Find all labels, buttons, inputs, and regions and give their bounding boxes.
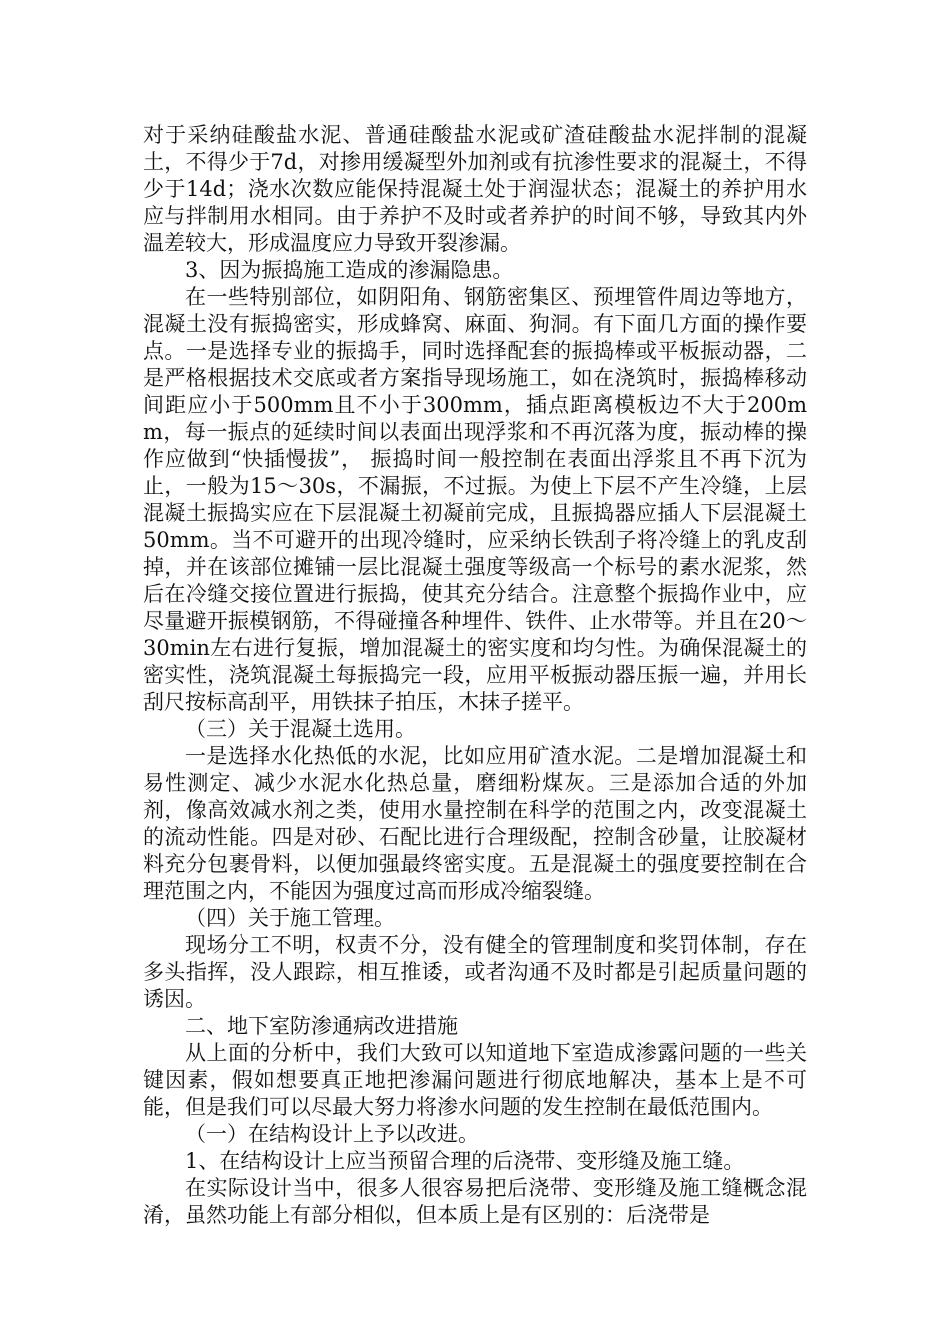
paragraph-improvement-intro: 从上面的分析中，我们大致可以知道地下室造成渗露问题的一些关键因素，假如想要真正地把渗漏问题进行彻底地解决，基本上是不可能，但是我们可以尽最大努力将渗水问题的发生控制在最低范围内。 xyxy=(143,1041,807,1119)
document-body xyxy=(143,122,807,1229)
paragraph-concrete-selection: 一是选择水化热低的水泥，比如应用矿渣水泥。二是增加混凝土和易性测定、减少水泥水化热总量，磨细粉煤灰。三是添加合适的外加剂，像高效减水剂之类，使用水量控制在科学的范围之内，改变混凝土的流动性能。四是对砂、石配比进行合理级配，控制含砂量，让胶凝材料充分包裹骨料，以便加强最终密实度。五是混凝土的强度要控制在合理范围之内，不能因为强度过高而形成冷缩裂缝。 xyxy=(143,744,807,903)
paragraph-joints-concepts: 在实际设计当中，很多人很容易把后浇带、变形缝及施工缝概念混淆，虽然功能上有部分相似，但本质上是有区别的：后浇带是 xyxy=(143,1176,807,1227)
heading-improvement-measures: 二、地下室防渗通病改进措施 xyxy=(185,1014,458,1038)
heading-structural-design: （一）在结构设计上予以改进。 xyxy=(185,1122,479,1146)
paragraph-curing-continued: 对于采纳硅酸盐水泥、普通硅酸盐水泥或矿渣硅酸盐水泥拌制的混凝土，不得少于7d，对掺用缓凝型外加剂或有抗渗性要求的混凝土，不得少于14d；浇水次数应能保持混凝土处于润湿状态；混凝土的养护用水应与拌制用水相同。由于养护不及时或者养护的时间不够，导致其内外温差较大，形成温度应力导致开裂渗漏。 xyxy=(143,123,807,255)
paragraph-vibration-points: 在一些特别部位，如阴阳角、钢筋密集区、预埋管件周边等地方，混凝土没有振捣密实，形成蜂窝、麻面、狗洞。有下面几方面的操作要点。一是选择专业的振捣手，同时选择配套的振捣棒或平板振动器，二是严格根据技术交底或者方案指导现场施工，如在浇筑时，振捣棒移动间距应小于500mm且不小于300mm，插点距离模板边不大于200mm，每一振点的延续时间以表面出现浮浆和不再沉落为度，振动棒的操作应做到“快插慢拔”， 振捣时间一般控制在表面出浮浆且不再下沉为止，一般为15～30s，不漏振，不过振。为使上下层不产生冷缝，上层混凝土振捣实应在下层混凝土初凝前完成，且振捣器应插人下层混凝土50mm。当不可避开的出现冷缝时，应采纳长铁刮子将冷缝上的乳皮刮掉，并在该部位摊铺一层比混凝土强度等级高一个标号的素水泥浆，然后在冷缝交接位置进行振捣，使其充分结合。注意整个振捣作业中，应尽量避开振模钢筋，不得碰撞各种埋件、铁件、止水带等。并且在20～30min左右进行复振，增加混凝土的密实度和均匀性。为确保混凝土的密实性，浇筑混凝土每振捣完一段，应用平板振动器压振一遍，并用长刮尺按标高刮平，用铁抹子拍压，木抹子搓平。 xyxy=(143,285,807,714)
heading-construction-management: （四）关于施工管理。 xyxy=(185,906,395,930)
heading-joints: 1、在结构设计上应当预留合理的后浇带、变形缝及施工缝。 xyxy=(185,1149,745,1173)
paragraph-construction-management: 现场分工不明，权责不分，没有健全的管理制度和奖罚体制，存在多头指挥，没人跟踪，相互推诿，或者沟通不及时都是引起质量问题的诱因。 xyxy=(143,933,807,1011)
heading-concrete-selection: （三）关于混凝土选用。 xyxy=(185,717,416,741)
heading-vibration-leak: 3、因为振捣施工造成的渗漏隐患。 xyxy=(185,258,514,282)
